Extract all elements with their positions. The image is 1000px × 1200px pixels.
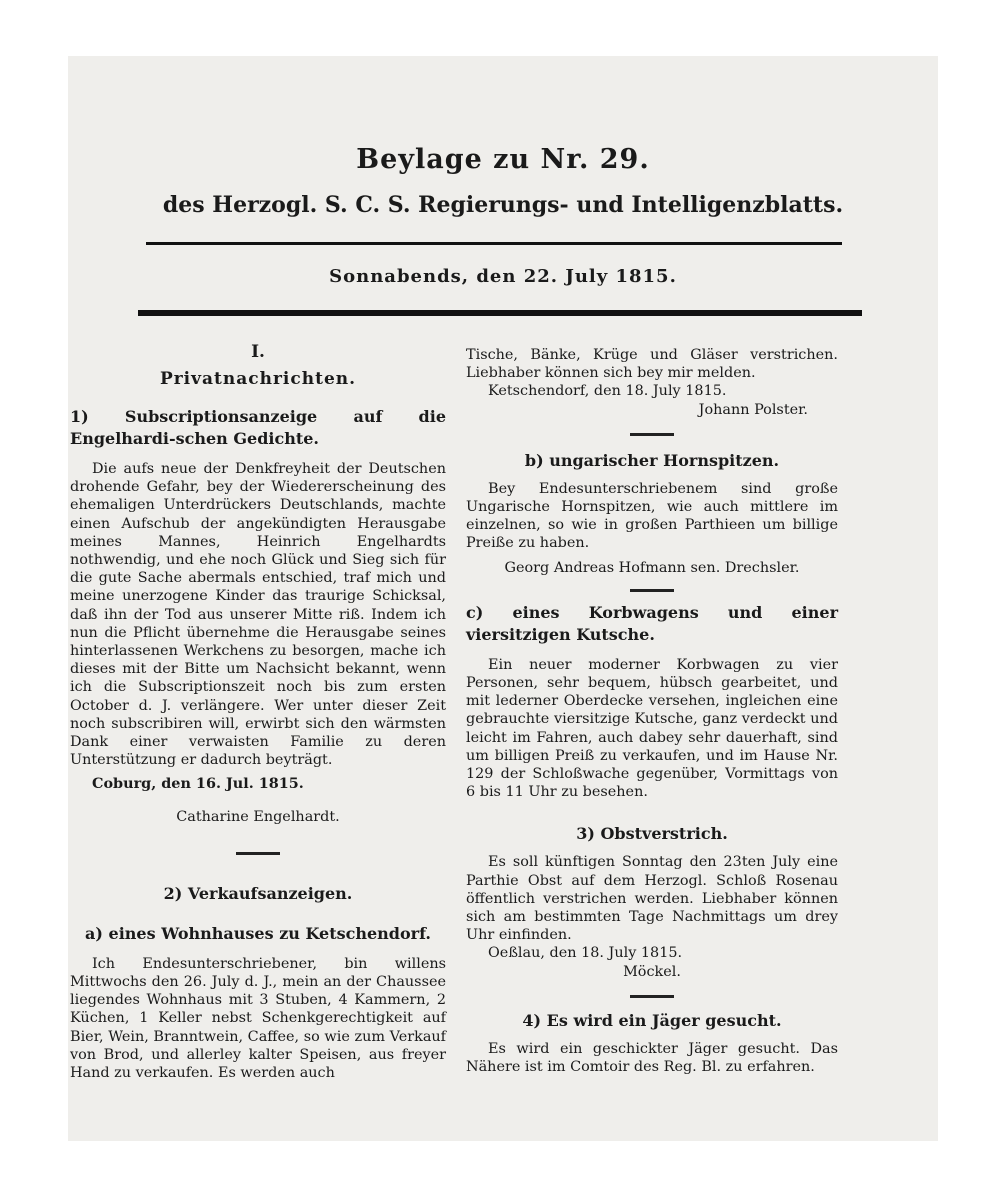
item1-body: Die aufs neue der Denkfreyheit der Deutschen drohende Gefahr, bey der Wiedererscheinung des ehemaligen Unterdrückers Deutschlands, machte einen Aufschub der angekündigten Herausgabe meines Mannes, Heinrich Engelhardts nothwendig, und ehe noch Glück und Sieg sich für die gute Sache abermals entschied, traf mich und meine unerzogene Kinder das traurige Schicksal, daß ihn der Tod aus unserer Mitte riß. Indem ich nun die Pflicht übernehme die Herausgabe seines hinterlassenen Werkchens zu besorgen, mache ich dieses mit der Bitte um Nachsicht bekannt, wenn ich die Subscriptionszeit noch bis zum ersten October d. J. verlängere. Wer unter dieser Zeit noch subscribiren will, erwirbt sich den wärmsten Dank einer verwaisten Familie zu deren Unterstützung er dadurch beyträgt. bbox=[70, 461, 446, 769]
left-column bbox=[70, 340, 446, 1082]
item1-place: Coburg, den 16. Jul. 1815. bbox=[92, 775, 304, 793]
item3-title: 3) Obstverstrich. bbox=[576, 824, 728, 844]
continued-signature: Johann Polster. bbox=[698, 401, 808, 418]
itemb-title: b) ungarischer Hornspitzen. bbox=[524, 450, 780, 470]
separator bbox=[630, 995, 674, 998]
item4-title: 4) Es wird ein Jäger gesucht. bbox=[522, 1010, 782, 1030]
item3-place: Oeßlau, den 18. July 1815. bbox=[488, 945, 683, 962]
section-number: I. bbox=[251, 342, 265, 362]
itemb-body: Bey Endesunterschriebenem sind große Ungarische Hornspitzen, wie auch mittlere im einzelnen, so wie in großen Parthieen um billige Preiße zu haben. bbox=[466, 480, 838, 552]
item1-signature: Catharine Engelhardt. bbox=[176, 808, 340, 825]
itemc-body: Ein neuer moderner Korbwagen zu vier Personen, sehr bequem, hübsch gearbeitet, und mit lederner Oberdecke versehen, ingleichen eine gebrauchte viersitzige Kutsche, ganz verdeckt und leicht im Fahren, auch dabey sehr dauerhaft, sind um billigen Preiß zu verkaufen, und im Hause Nr. 129 der Schloßwache gegenüber, Vormittags von 6 bis 11 Uhr zu besehen. bbox=[466, 656, 838, 801]
right-column bbox=[466, 346, 838, 1076]
item3-body: Es soll künftigen Sonntag den 23ten July eine Parthie Obst auf dem Herzogl. Schloß Rosenau öffentlich verstrichen werden. Liebhaber können sich am bestimmten Tage Nachmittags um drey Uhr einfinden. bbox=[466, 854, 838, 944]
continued-place: Ketschendorf, den 18. July 1815. bbox=[488, 383, 727, 400]
separator bbox=[630, 589, 674, 592]
item4-body: Es wird ein geschickter Jäger gesucht. Das Nähere ist im Comtoir des Reg. Bl. zu erfahren. bbox=[466, 1040, 838, 1076]
item3-signature: Möckel. bbox=[623, 963, 681, 980]
item2a-title: a) eines Wohnhauses zu Ketschendorf. bbox=[85, 923, 431, 943]
newspaper-page bbox=[68, 56, 938, 1141]
page-subtitle: des Herzogl. S. C. S. Regierungs- und Intelligenzblatts. bbox=[162, 192, 844, 218]
item1-title: 1) Subscriptionsanzeige auf die Engelhardi-schen Gedichte. bbox=[70, 407, 446, 448]
itemc-title: c) eines Korbwagens und einer viersitzigen Kutsche. bbox=[466, 602, 838, 644]
separator bbox=[236, 852, 280, 855]
header-rule-thick bbox=[138, 310, 862, 316]
header-rule-thin bbox=[146, 242, 842, 245]
item2a-body: Ich Endesunterschriebener, bin willens Mittwochs den 26. July d. J., mein an der Chaussee liegendes Wohnhaus mit 3 Stuben, 4 Kammern, 2 Küchen, 1 Keller nebst Schenkgerechtigkeit auf Bier, Wein, Branntwein, Caffee, so wie zum Verkauf von Brod, und allerley kalter Speisen, aus freyer Hand zu verkaufen. Es werden auch bbox=[70, 955, 446, 1082]
itemb-signature: Georg Andreas Hofmann sen. Drechsler. bbox=[504, 559, 800, 576]
issue-date: Sonnabends, den 22. July 1815. bbox=[329, 266, 677, 287]
separator bbox=[630, 433, 674, 436]
continued-body: Tische, Bänke, Krüge und Gläser verstrichen. Liebhaber können sich bey mir melden. bbox=[466, 347, 838, 382]
page-title: Beylage zu Nr. 29. bbox=[356, 144, 650, 175]
item2-title: 2) Verkaufsanzeigen. bbox=[163, 883, 353, 903]
section-title: Privatnachrichten. bbox=[159, 369, 357, 389]
